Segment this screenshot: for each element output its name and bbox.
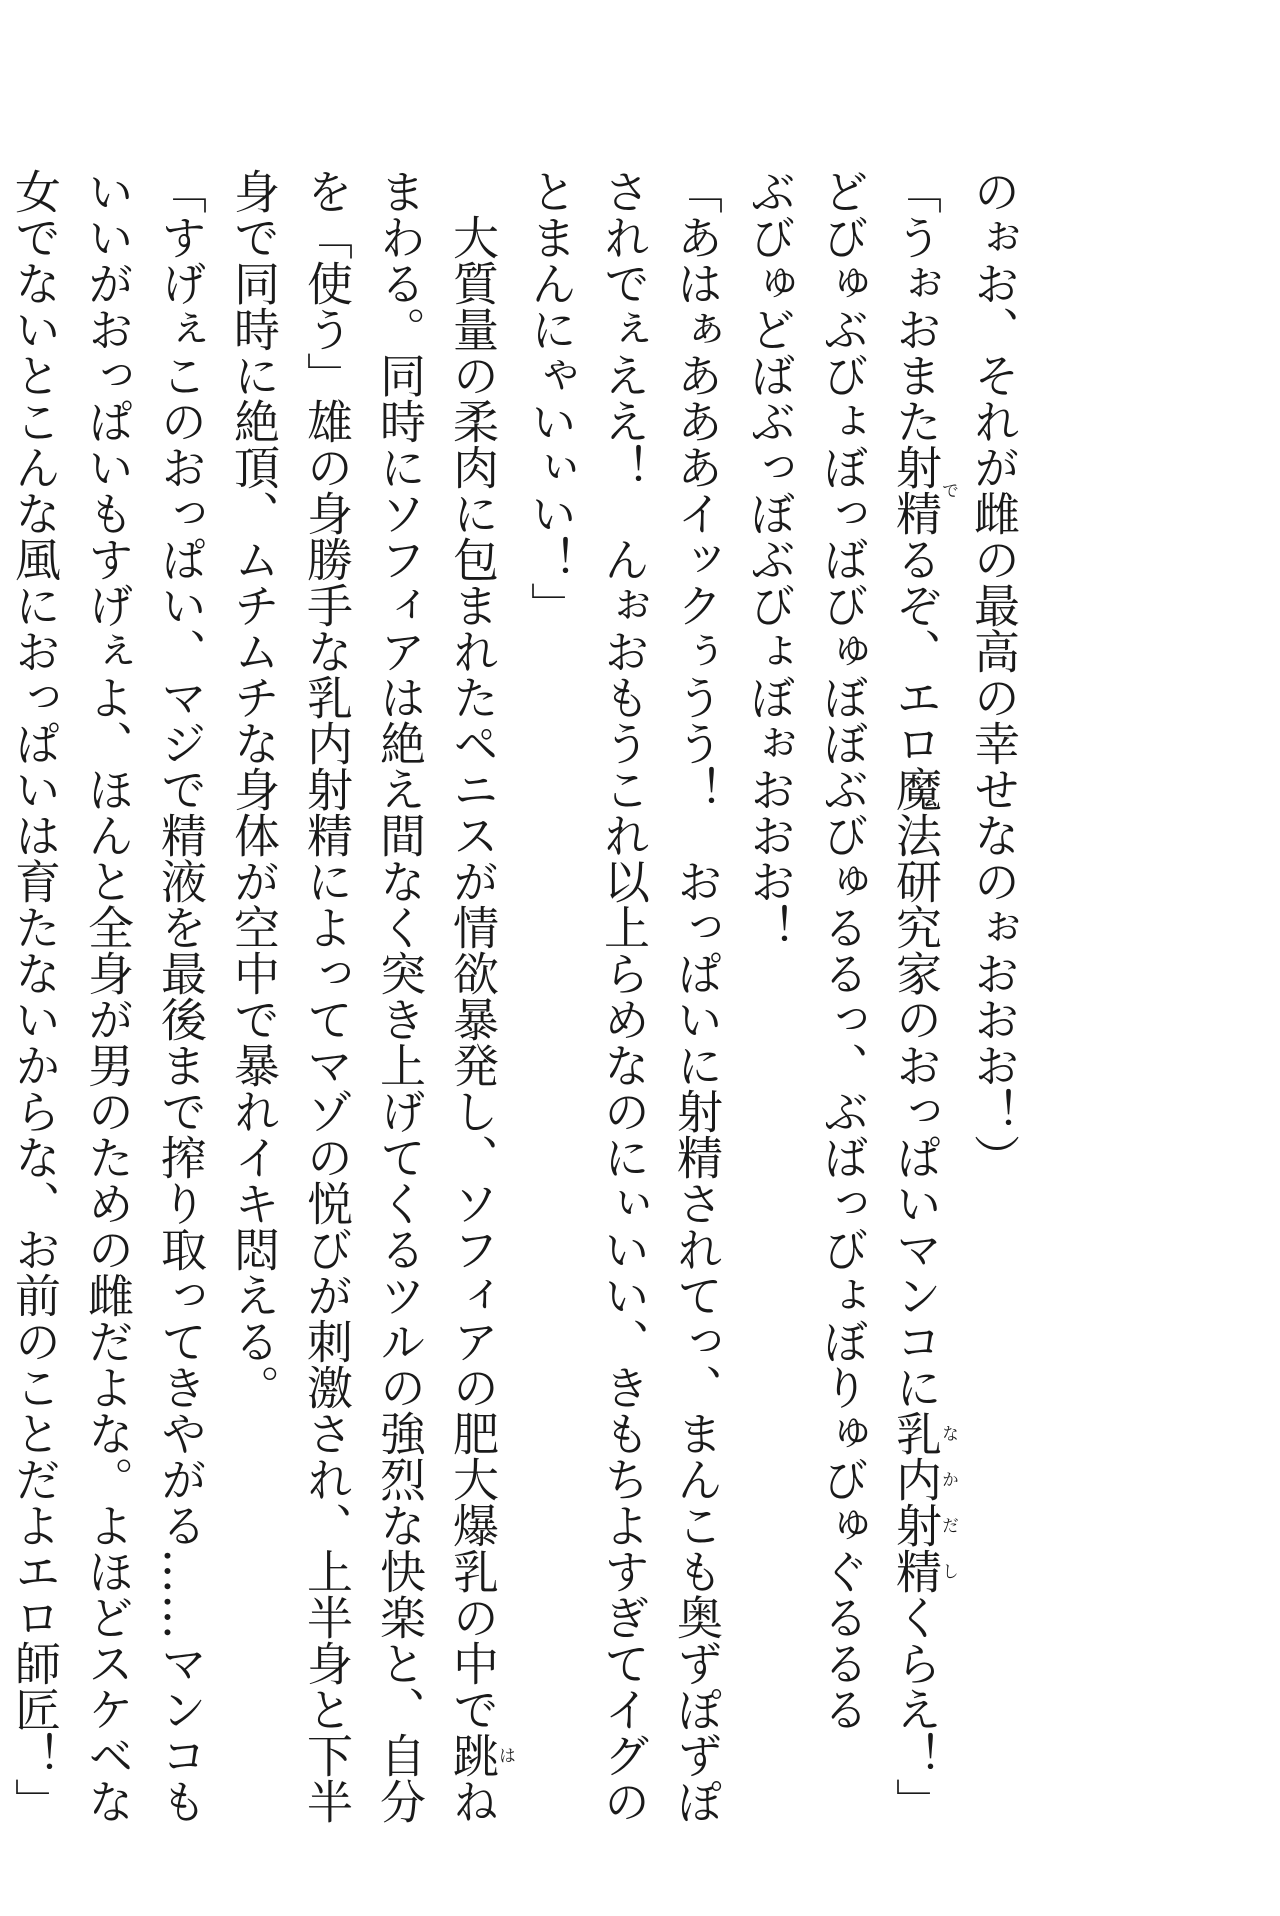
text-line: とまんにゃいぃい！」 [524,168,578,628]
text-line: どびゅぶびょぼっばびゅぼぼぶびゅるるっ、ぶばっびょぼりゅびゅぐるるる [816,168,870,1732]
ruby-reading: なかだし [938,1410,958,1594]
text-line: 「うぉおまた射精でるぞ、エロ魔法研究家のおっぱいマンコに乳内射精なかだしくらえ！」 [889,168,958,1824]
text-line: 「すげぇこのおっぱい、マジで精液を最後まで搾り取ってきやがる……マンコも [154,168,208,1824]
ruby-word: 射精で [889,444,958,536]
text-line: いいがおっぱいもすげぇよ、ほんと全身が男のための雌だよな。よほどスケベな [81,168,135,1824]
ruby-word: 跳は [446,1732,515,1778]
text-line: 大質量の柔肉に包まれたペニスが情欲暴発し、ソフィアの肥大爆乳の中で跳はね [446,168,515,1824]
text-line: 女でないとこんな風におっぱいは育たないからな、お前のことだよエロ師匠！」 [8,168,62,1824]
text-line: 身で同時に絶頂、ムチムチな身体が空中で暴れイキ悶える。 [227,168,281,1410]
text-line: されでぇええ！ んぉおもうこれ以上らめなのにぃいい、きもちよすぎてイグの [597,168,651,1824]
text-line: ぶびゅどばぶっぼぶびょぼぉおおお！ [743,168,797,950]
text-line: を「使う」雄の身勝手な乳内射精によってマゾの悦びが刺激され、上半身と下半 [300,168,354,1824]
ruby-reading: は [495,1732,515,1778]
ruby-reading: で [938,444,958,536]
text-line: 「あはぁあああイックぅうう！ おっぱいに射精されてっ、まんこも奥ずぽずぽ [670,168,724,1824]
text-line: のぉお、それが雌の最高の幸せなのぉおおお！） [967,168,1021,1180]
vertical-text-block [0,168,1030,1824]
ruby-word: 乳内射精なかだし [889,1410,958,1594]
text-line: まわる。同時にソフィアは絶え間なく突き上げてくるツルの強烈な快楽と、自分 [373,168,427,1824]
